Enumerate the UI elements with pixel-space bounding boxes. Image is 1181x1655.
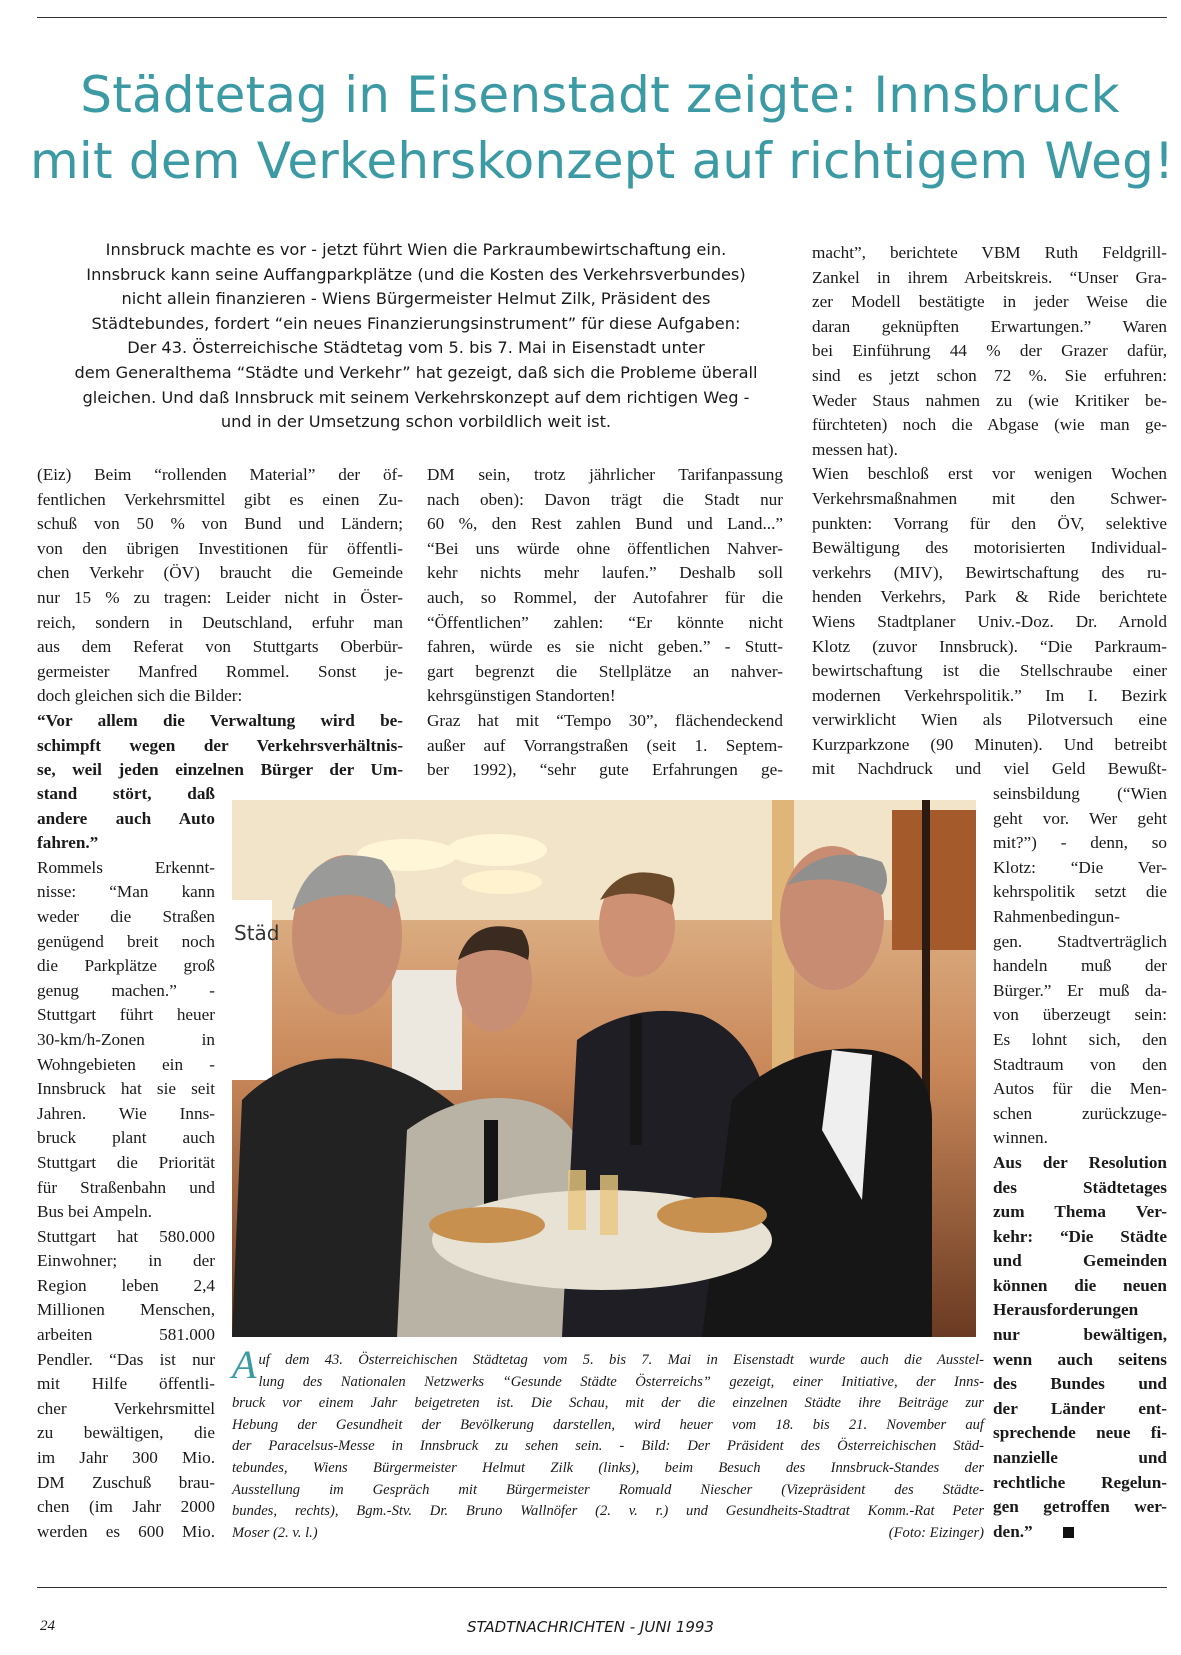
photo-caption: [232, 1342, 984, 1544]
text-line: fentlichen Verkehrsmittel gibt es einen Zu-: [37, 489, 403, 509]
publication-footer: STADTNACHRICHTEN - JUNI 1993: [467, 1618, 714, 1636]
text-line: Autos für die Men-: [993, 1079, 1167, 1099]
intro-lead: [64, 238, 768, 435]
headline: [30, 62, 1175, 194]
text-line: arbeiten 581.000: [37, 1325, 215, 1345]
event-photo: [232, 800, 976, 1337]
text-line: (Eiz) Beim “rollenden Material” der öf-: [37, 465, 403, 484]
text-line: Stadtraum von den: [993, 1054, 1167, 1074]
text-line: Millionen Menschen,: [37, 1300, 215, 1320]
text-line: bewirtschaftung ist die Stellschraube einer: [812, 661, 1167, 681]
resolution-line: des Bundes und: [993, 1374, 1167, 1394]
text-line: Rommels Erkennt-: [37, 857, 215, 877]
headline-line-2: mit dem Verkehrskonzept auf richtigem Weg!: [30, 132, 1175, 190]
text-line: Einwohner; in der: [37, 1251, 215, 1271]
resolution-line: zum Thema Ver-: [993, 1202, 1167, 1222]
resolution-line: und Gemeinden: [993, 1251, 1167, 1271]
resolution-line: des Städtetages: [993, 1177, 1167, 1197]
text-line: Es lohnt sich, den: [993, 1029, 1167, 1049]
resolution-line: gen getroffen wer-: [993, 1497, 1167, 1517]
photo-sign-text: Städ: [234, 921, 280, 945]
text-line: Klotz: “Die Ver-: [993, 857, 1167, 877]
caption-line: bruck vor einem Jahr beigetreten ist. Die Schau, mit der die einzelnen Städte ihre Beiträge zur: [232, 1395, 984, 1412]
text-line: Kurzparkzone (90 Minuten). Und betreibt: [812, 734, 1167, 754]
text-line: messen hat).: [812, 439, 898, 459]
caption-dropcap: A: [232, 1342, 257, 1387]
intro-line: Innsbruck machte es vor - jetzt führt Wien die Parkraumbewirtschaftung ein.: [105, 240, 727, 259]
text-line: 60 %, den Rest zahlen Bund und Land...”: [427, 514, 783, 534]
caption-line: tebundes, Wiens Bürgermeister Helmut Zilk (links), beim Besuch des Innsbruck-Standes der: [232, 1459, 984, 1476]
text-line: im Jahr 300 Mio.: [37, 1448, 215, 1468]
resolution-last-text: den.”: [993, 1521, 1033, 1541]
column-3-top: [812, 241, 1167, 782]
text-line: modernen Verkehrspolitik.” Im I. Bezirk: [812, 685, 1167, 705]
text-line: henden Verkehrs, Park & Ride berichtete: [812, 587, 1167, 607]
top-rule: [37, 17, 1167, 18]
text-line: Jahren. Wie Inns-: [37, 1103, 215, 1123]
text-line: zer Modell bestätigte in jeder Weise die: [812, 292, 1167, 312]
text-line: genügend breit noch: [37, 931, 215, 951]
text-line: Stuttgart hat 580.000: [37, 1226, 215, 1246]
text-line: “Bei uns würde ohne öffentlichen Nahver-: [427, 538, 783, 558]
text-line: nach oben): Davon trägt die Stadt nur: [427, 489, 783, 509]
text-line: Bewältigung des motorisierten Individual-: [812, 538, 1167, 558]
text-line: Wiens Stadtplaner Univ.-Doz. Dr. Arnold: [812, 611, 1167, 631]
text-line: mit Nachdruck und viel Geld Bewußt-: [812, 759, 1167, 779]
quote-line: stand stört, daß: [37, 784, 215, 803]
resolution-line: der Länder ent-: [993, 1398, 1167, 1418]
text-line: DM Zuschuß brau-: [37, 1472, 215, 1492]
text-line: handeln muß der: [993, 956, 1167, 976]
resolution-line: Herausforderungen: [993, 1300, 1139, 1320]
text-line: die Parkplätze groß: [37, 956, 215, 976]
quote-line: fahren.”: [37, 833, 99, 853]
text-line: aus dem Referat von Stuttgarts Oberbür-: [37, 637, 403, 657]
text-line: “Öffentlichen” zahlen: “Er könnte nicht: [427, 612, 783, 632]
text-line: fahren, würde es sie nicht geben.” - Stutt-: [427, 637, 783, 657]
text-line: Pendler. “Das ist nur: [37, 1349, 215, 1369]
intro-line: nicht allein finanzieren - Wiens Bürgermeister Helmut Zilk, Präsident des: [121, 289, 711, 309]
column-1-narrow: [37, 782, 215, 1544]
resolution-line: wenn auch seitens: [993, 1349, 1167, 1369]
text-line: DM sein, trotz jährlicher Tarifanpassung: [427, 465, 783, 484]
text-line: zu bewältigen, die: [37, 1423, 215, 1443]
intro-line: Innsbruck kann seine Auffangparkplätze (und die Kosten des Verkehrsverbundes): [86, 264, 746, 284]
text-line: Bürger.” Er muß da-: [993, 980, 1167, 1000]
column-3-narrow: [993, 782, 1167, 1544]
text-line: weder die Straßen: [37, 906, 215, 926]
text-line: von den übrigen Investitionen für öffentli-: [37, 538, 403, 558]
intro-line: dem Generalthema “Städte und Verkehr” hat gezeigt, daß sich die Probleme überall: [74, 362, 758, 382]
text-line: Verkehrsmaßnahmen mit den Schwer-: [812, 488, 1167, 508]
text-line: Wien beschloß erst vor wenigen Wochen: [812, 464, 1167, 484]
text-line: schen zurückzuge-: [993, 1103, 1167, 1123]
text-line: Wohngebieten ein -: [37, 1054, 215, 1074]
text-line: bei Einführung 44 % der Grazer dafür,: [812, 341, 1167, 361]
text-line: Klotz (zuvor Innsbruck). “Die Parkraum-: [812, 636, 1167, 656]
intro-line: Städtebundes, fordert “ein neues Finanzierungsinstrument” für diese Aufgaben:: [91, 313, 741, 333]
photo-credit: (Foto: Eizinger): [888, 1524, 984, 1541]
text-line: mit Hilfe öffentli-: [37, 1374, 215, 1394]
bottom-rule: [37, 1587, 1167, 1588]
text-line: verwirklicht Wien als Pilotversuch eine: [812, 710, 1167, 730]
intro-line: und in der Umsetzung schon vorbildlich weit ist.: [220, 412, 612, 432]
intro-line: Der 43. Österreichische Städtetag vom 5. bis 7. Mai in Eisenstadt unter: [127, 338, 705, 358]
end-mark-icon: [1063, 1527, 1074, 1538]
resolution-line: nanzielle und: [993, 1448, 1167, 1468]
text-line: sind es jetzt schon 72 %. Sie erfuhren:: [812, 365, 1167, 385]
quote-line: schimpft wegen der Verkehrsverhältnis-: [37, 735, 403, 755]
column-1-top: [37, 463, 403, 783]
caption-line: bundes, rechts), Bgm.-Stv. Dr. Bruno Wallnöfer (2. v. r.) und Gesundheits-Stadtrat Komm.-Rat Peter: [232, 1503, 984, 1520]
intro-line: gleichen. Und daß Innsbruck mit seinem Verkehrskonzept auf dem richtigen Weg -: [82, 387, 750, 407]
resolution-line-end: [993, 1520, 1167, 1545]
text-line: chen Verkehr (ÖV) braucht die Gemeinde: [37, 563, 403, 583]
caption-last-line: [232, 1523, 984, 1545]
text-line: verkehrs (MIV), Bewirtschaftung des ru-: [812, 562, 1167, 582]
resolution-line: kehr: “Die Städte: [993, 1226, 1167, 1246]
text-line: Bus bei Ampeln.: [37, 1202, 153, 1222]
text-line: nisse: “Man kann: [37, 882, 215, 902]
text-line: daran geknüpften Erwartungen.” Waren: [812, 316, 1167, 336]
text-line: mit?”) - denn, so: [993, 833, 1167, 853]
text-line: cher Verkehrsmittel: [37, 1398, 215, 1418]
text-line: von überzeugt sein:: [993, 1005, 1167, 1025]
text-line: punkten: Vorrang für den ÖV, selektive: [812, 513, 1167, 533]
quote-line: andere auch Auto: [37, 808, 215, 828]
text-line: Rahmenbedingun-: [993, 906, 1120, 926]
text-line: chen (im Jahr 2000: [37, 1497, 215, 1517]
resolution-line: Aus der Resolution: [993, 1152, 1167, 1172]
text-line: schuß von 50 % von Bund und Ländern;: [37, 514, 403, 534]
caption-line: Hebung der Gesundheit der Bevölkerung darstellen, wird heuer vom 18. bis 21. November auf: [232, 1416, 984, 1433]
text-line: Weder Staus nahmen zu (wie Kritiker be-: [812, 390, 1167, 410]
text-line: werden es 600 Mio.: [37, 1521, 215, 1541]
text-line: gart begrenzt die Stellplätze an nahver-: [427, 661, 783, 681]
text-line: bruck plant auch: [37, 1128, 215, 1148]
text-line: außer auf Vorrangstraßen (seit 1. Septem-: [427, 735, 783, 755]
text-line: nur 15 % zu tragen: Leider nicht in Öster-: [37, 587, 403, 607]
quote-line: “Vor allem die Verwaltung wird be-: [37, 710, 403, 730]
headline-line-1: Städtetag in Eisenstadt zeigte: Innsbruck: [80, 66, 1120, 124]
text-line: Graz hat mit “Tempo 30”, flächendeckend: [427, 710, 783, 730]
text-line: Zankel in ihrem Arbeitskreis. “Unser Gra-: [812, 267, 1167, 287]
text-line: auch, so Rommel, der Autofahrer für die: [427, 587, 783, 607]
column-2: [427, 463, 783, 783]
text-line: macht”, berichtete VBM Ruth Feldgrill-: [812, 243, 1167, 262]
page-number: 24: [40, 1618, 55, 1634]
caption-line: Ausstellung im Gespräch mit Bürgermeister Romuald Niescher (Vizepräsident des Städte-: [232, 1481, 984, 1498]
text-line: winnen.: [993, 1128, 1048, 1148]
text-line: 30-km/h-Zonen in: [37, 1029, 215, 1049]
text-line: geht vor. Wer geht: [993, 808, 1167, 828]
caption-line: der Paracelsus-Messe in Innsbruck zu sehen sein. - Bild: Der Präsident des Österreichischen Städ-: [232, 1438, 984, 1455]
caption-line: lung des Nationalen Netzwerks “Gesunde Städte Österreichs” gezeigt, einer Initiative, der Inns-: [258, 1373, 984, 1390]
caption-line: uf dem 43. Österreichischen Städtetag vom 5. bis 7. Mai in Eisenstadt wurde auch die Ausstel-: [258, 1352, 984, 1368]
text-line: ber 1992), “sehr gute Erfahrungen ge-: [427, 760, 783, 780]
text-line: fürchteten) noch die Abgase (wie man ge-: [812, 415, 1167, 435]
text-line: seinsbildung (“Wien: [993, 784, 1167, 803]
text-line: germeister Manfred Rommel. Sonst je-: [37, 661, 403, 681]
text-line: doch gleichen sich die Bilder:: [37, 686, 243, 706]
text-line: Region leben 2,4: [37, 1275, 215, 1295]
text-line: für Straßenbahn und: [37, 1177, 215, 1197]
text-line: kehr nichts mehr laufen.” Deshalb soll: [427, 563, 783, 583]
text-line: genug machen.” -: [37, 980, 215, 1000]
resolution-line: nur bewältigen,: [993, 1325, 1167, 1345]
quote-line: se, weil jeden einzelnen Bürger der Um-: [37, 760, 403, 780]
text-line: reich, sondern in Deutschland, erfuhr man: [37, 612, 403, 632]
text-line: kehrsgünstigen Standorten!: [427, 686, 616, 706]
resolution-line: rechtliche Regelun-: [993, 1472, 1167, 1492]
text-line: Stuttgart die Priorität: [37, 1152, 215, 1172]
text-line: Innsbruck hat sie seit: [37, 1079, 215, 1099]
text-line: Stuttgart führt heuer: [37, 1005, 215, 1025]
resolution-line: können die neuen: [993, 1275, 1167, 1295]
text-line: kehrspolitik setzt die: [993, 882, 1167, 902]
caption-line: Moser (2. v. l.): [232, 1524, 318, 1541]
resolution-line: sprechende neue fi-: [993, 1423, 1167, 1443]
photo-illustration: [232, 800, 976, 1337]
text-line: gen. Stadtverträglich: [993, 931, 1167, 951]
